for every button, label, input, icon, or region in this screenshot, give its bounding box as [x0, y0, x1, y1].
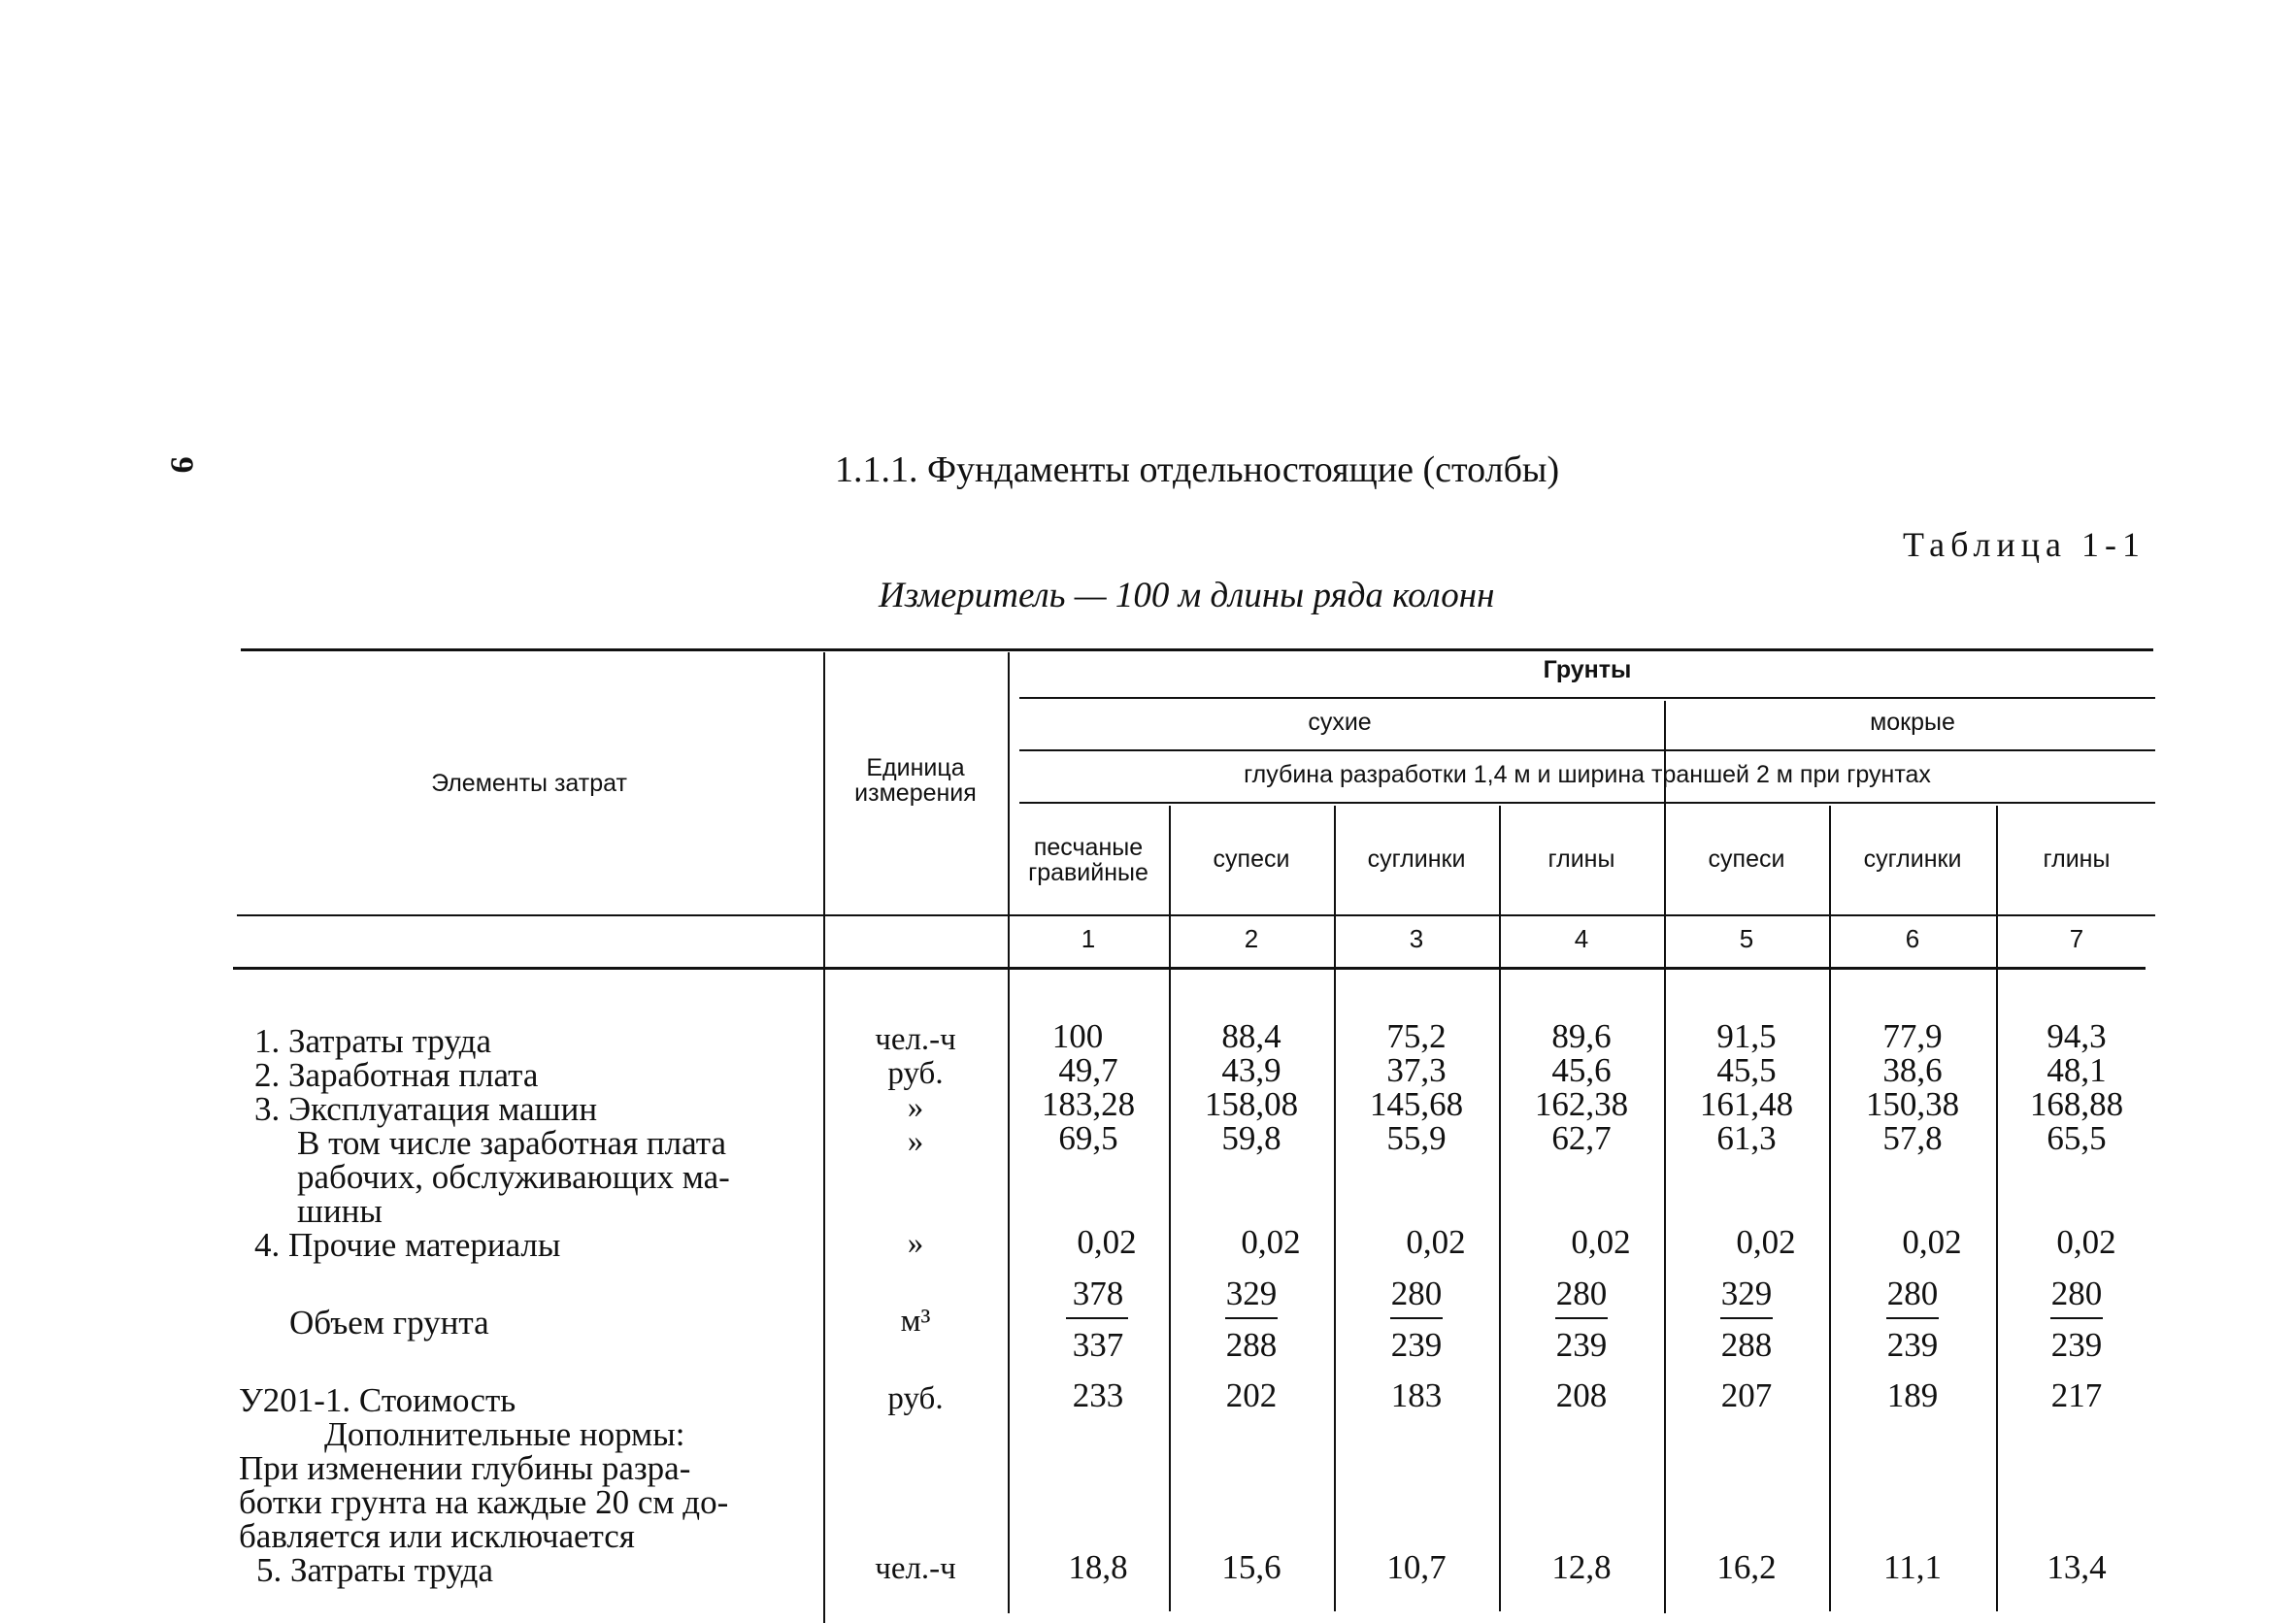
col-header-5: супеси [1708, 845, 1785, 873]
cell-wages-5: 45,5 [1716, 1051, 1777, 1089]
cell-labor-additional-5: 16,2 [1716, 1548, 1777, 1586]
cell-labor-6: 77,9 [1882, 1017, 1943, 1055]
col-header-4: глины [1547, 845, 1615, 873]
row-label-additional-line-3: ботки грунта на каждые 20 см до- [239, 1483, 729, 1521]
header-dry: сухие [1308, 709, 1372, 736]
col-number-4: 4 [1574, 924, 1589, 953]
row-label-materials: 4. Прочие материалы [254, 1226, 561, 1264]
cell-labor-4: 89,6 [1551, 1017, 1612, 1055]
cell-labor-1: 100 [1051, 1017, 1104, 1055]
fraction-bar-4 [1555, 1317, 1608, 1319]
table-label: Таблица 1-1 [1903, 525, 2146, 564]
cell-cost-1: 233 [1072, 1376, 1124, 1414]
row-label-wages: 2. Заработная плата [254, 1056, 539, 1094]
cell-materials-6: 0,02 [1902, 1223, 1962, 1261]
row-label-soil-volume: Объем грунта [289, 1304, 489, 1341]
fraction-bar-7 [2050, 1317, 2103, 1319]
cell-cost-7: 217 [2050, 1376, 2103, 1414]
row-label-additional-line-1: Дополнительные нормы: [324, 1415, 685, 1453]
cell-cost-6: 189 [1886, 1376, 1939, 1414]
fraction-bar-6 [1886, 1317, 1939, 1319]
row-label-additional-line-4: бавляется или исключается [239, 1517, 635, 1555]
row-label-labor-additional: 5. Затраты труда [256, 1551, 493, 1589]
fraction-bar-1 [1066, 1317, 1128, 1319]
cell-soil-den-3: 239 [1390, 1326, 1443, 1364]
cell-labor-additional-6: 11,1 [1883, 1548, 1942, 1586]
page-number: 9 [163, 456, 200, 474]
col-number-6: 6 [1905, 924, 1920, 953]
row-label-incl-line-3: шины [297, 1192, 383, 1230]
unit-cost: руб. [887, 1381, 944, 1416]
cell-labor-2: 88,4 [1221, 1017, 1281, 1055]
cell-soil-num-4: 280 [1555, 1275, 1608, 1312]
cell-soil-den-4: 239 [1555, 1326, 1608, 1364]
col-header-7: глины [2043, 845, 2111, 873]
header-depth: глубина разработки 1,4 м и ширина траншей 2 м при грунтах [1244, 761, 1931, 788]
cell-soil-den-6: 239 [1886, 1326, 1939, 1364]
unit-labor-additional: чел.-ч [875, 1551, 956, 1586]
header-wet: мокрые [1870, 709, 1955, 736]
cell-machines-4: 162,38 [1534, 1085, 1629, 1123]
col-number-5: 5 [1739, 924, 1754, 953]
cell-incl-wages-7: 65,5 [2046, 1119, 2107, 1157]
fraction-bar-3 [1390, 1317, 1443, 1319]
cell-wages-1: 49,7 [1058, 1051, 1118, 1089]
cell-wages-2: 43,9 [1221, 1051, 1281, 1089]
cell-wages-4: 45,6 [1551, 1051, 1612, 1089]
cell-labor-3: 75,2 [1386, 1017, 1447, 1055]
cell-wages-6: 38,6 [1882, 1051, 1943, 1089]
unit-wages: руб. [887, 1056, 944, 1091]
cell-labor-7: 94,3 [2046, 1017, 2107, 1055]
col-number-2: 2 [1244, 924, 1259, 953]
header-soils: Грунты [1543, 656, 1632, 683]
col-header-3: суглинки [1367, 845, 1466, 873]
unit-labor: чел.-ч [875, 1022, 956, 1057]
cell-labor-5: 91,5 [1716, 1017, 1777, 1055]
header-elements: Элементы затрат [431, 770, 627, 797]
cell-materials-5: 0,02 [1736, 1223, 1796, 1261]
cell-wages-7: 48,1 [2046, 1051, 2107, 1089]
cell-soil-num-3: 280 [1390, 1275, 1443, 1312]
cell-soil-den-2: 288 [1225, 1326, 1278, 1364]
cell-machines-3: 145,68 [1369, 1085, 1464, 1123]
cell-machines-2: 158,08 [1204, 1085, 1299, 1123]
row-label-incl-line-2: рабочих, обслуживающих ма- [297, 1158, 730, 1196]
row-label-cost: У201-1. Стоимость [239, 1381, 516, 1419]
cell-wages-3: 37,3 [1386, 1051, 1447, 1089]
cell-cost-3: 183 [1390, 1376, 1443, 1414]
cell-incl-wages-1: 69,5 [1058, 1119, 1118, 1157]
row-label-additional-line-2: При изменении глубины разра- [239, 1449, 691, 1487]
measure-caption: Измеритель — 100 м длины ряда колонн [879, 576, 1495, 615]
col-number-7: 7 [2069, 924, 2084, 953]
cell-machines-6: 150,38 [1865, 1085, 1960, 1123]
cell-cost-5: 207 [1720, 1376, 1773, 1414]
col-number-1: 1 [1081, 924, 1096, 953]
unit-incl-wages: » [907, 1124, 924, 1159]
cell-soil-num-7: 280 [2050, 1275, 2103, 1312]
col-header-6: суглинки [1863, 845, 1962, 873]
header-unit: Единица измерения [854, 754, 977, 808]
cell-cost-4: 208 [1555, 1376, 1608, 1414]
cell-labor-additional-7: 13,4 [2046, 1548, 2107, 1586]
cell-incl-wages-6: 57,8 [1882, 1119, 1943, 1157]
cell-labor-additional-3: 10,7 [1386, 1548, 1447, 1586]
cell-soil-num-6: 280 [1886, 1275, 1939, 1312]
cell-soil-den-1: 337 [1072, 1326, 1124, 1364]
cell-soil-num-1: 378 [1072, 1275, 1124, 1312]
cell-incl-wages-2: 59,8 [1221, 1119, 1281, 1157]
section-title: 1.1.1. Фундаменты отдельностоящие (столбы) [835, 449, 1560, 490]
cell-labor-additional-1: 18,8 [1068, 1548, 1128, 1586]
cell-incl-wages-4: 62,7 [1551, 1119, 1612, 1157]
row-label-machines: 3. Эксплуатация машин [254, 1090, 598, 1128]
cell-soil-num-2: 329 [1225, 1275, 1278, 1312]
col-number-3: 3 [1409, 924, 1424, 953]
col-header-1: песчаные гравийные [1028, 834, 1148, 887]
row-label-incl-line-1: В том числе заработная плата [297, 1124, 727, 1162]
cell-labor-additional-2: 15,6 [1221, 1548, 1281, 1586]
cell-machines-7: 168,88 [2029, 1085, 2124, 1123]
cell-incl-wages-3: 55,9 [1386, 1119, 1447, 1157]
cell-materials-3: 0,02 [1406, 1223, 1466, 1261]
col-header-2: супеси [1213, 845, 1290, 873]
cell-materials-4: 0,02 [1571, 1223, 1631, 1261]
cell-machines-5: 161,48 [1699, 1085, 1794, 1123]
cell-materials-7: 0,02 [2056, 1223, 2116, 1261]
cell-soil-num-5: 329 [1720, 1275, 1773, 1312]
unit-soil-volume: м³ [900, 1304, 931, 1339]
fraction-bar-5 [1720, 1317, 1773, 1319]
cell-incl-wages-5: 61,3 [1716, 1119, 1777, 1157]
row-label-labor: 1. Затраты труда [254, 1022, 491, 1060]
unit-machines: » [907, 1090, 924, 1125]
cell-materials-2: 0,02 [1241, 1223, 1301, 1261]
cell-cost-2: 202 [1225, 1376, 1278, 1414]
cell-labor-additional-4: 12,8 [1551, 1548, 1612, 1586]
cell-soil-den-7: 239 [2050, 1326, 2103, 1364]
cell-soil-den-5: 288 [1720, 1326, 1773, 1364]
fraction-bar-2 [1225, 1317, 1278, 1319]
unit-materials: » [907, 1226, 924, 1261]
cell-machines-1: 183,28 [1041, 1085, 1136, 1123]
cell-materials-1: 0,02 [1077, 1223, 1137, 1261]
